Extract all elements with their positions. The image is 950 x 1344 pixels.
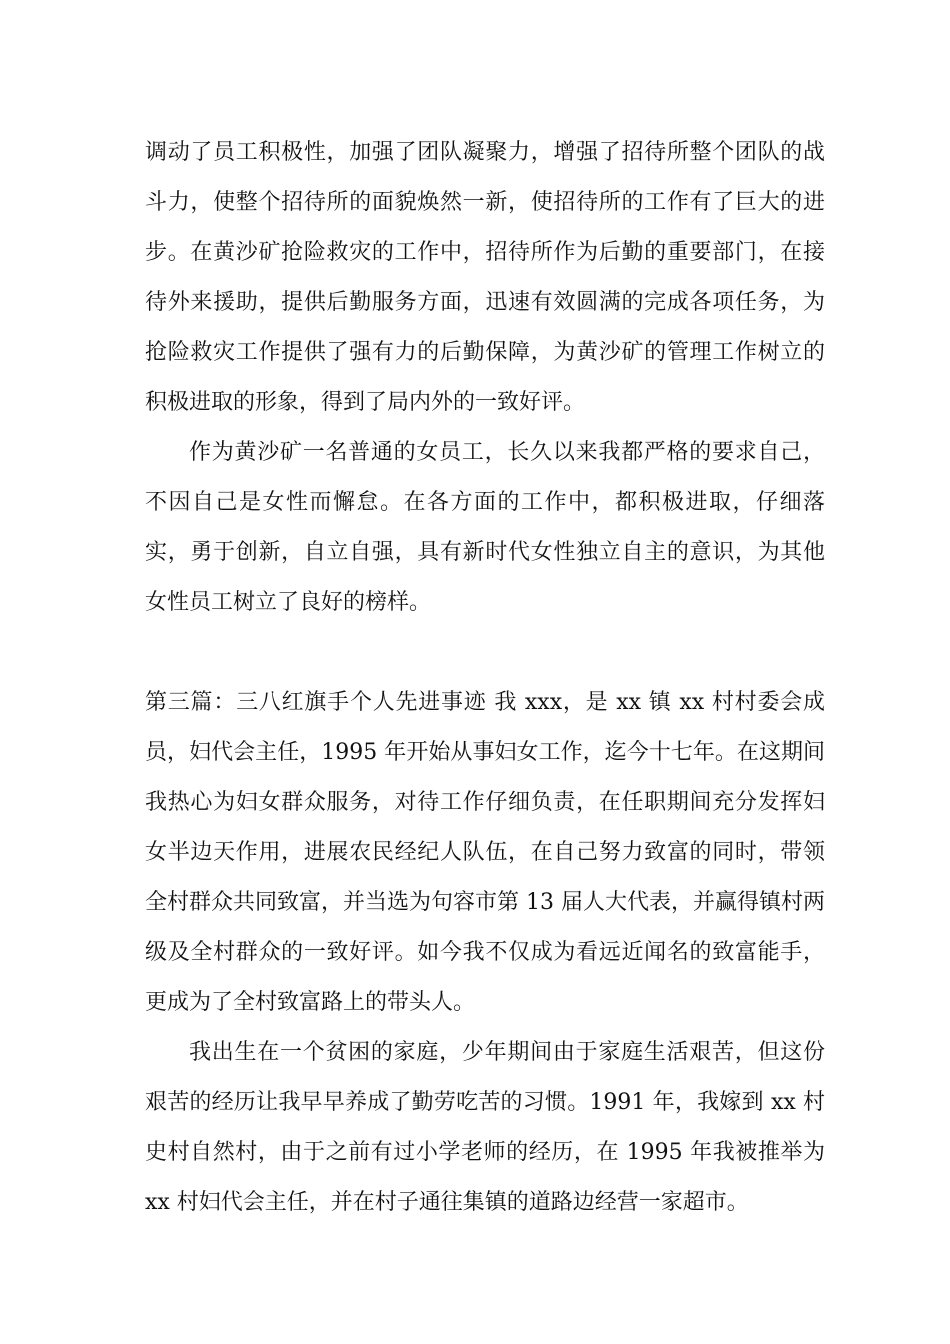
paragraph-continuation: 调动了员工积极性，加强了团队凝聚力，增强了招待所整个团队的战斗力，使整个招待所的面貌焕然一新，使招待所的工作有了巨大的进步。在黄沙矿抢险救灾的工作中，招待所作为后勤的重要部门，在接待外来援助，提供后勤服务方面，迅速有效圆满的完成各项任务，为抢险救灾工作提供了强有力的后勤保障，为黄沙矿的管理工作树立的积极进取的形象，得到了局内外的一致好评。 <box>145 140 825 415</box>
paragraph-section-three <box>145 678 825 1028</box>
section-heading: 第三篇：三八红旗手个人先进事迹 <box>145 690 487 715</box>
document-body <box>145 128 825 1228</box>
paragraph-background: 我出生在一个贫困的家庭，少年期间由于家庭生活艰苦，但这份艰苦的经历让我早早养成了勤劳吃苦的习惯。1991 年，我嫁到 xx 村史村自然村，由于之前有过小学老师的经历，在 1995 年我被推举为 xx 村妇代会主任，并在村子通往集镇的道路边经营一家超市。 <box>145 1040 825 1215</box>
paragraph-female-employee: 作为黄沙矿一名普通的女员工，长久以来我都严格的要求自己，不因自己是女性而懈怠。在各方面的工作中，都积极进取，仔细落实，勇于创新，自立自强，具有新时代女性独立自主的意识，为其他女性员工树立了良好的榜样。 <box>145 440 825 615</box>
section-gap <box>145 628 825 678</box>
section-intro-text: 我 xxx，是 xx 镇 xx 村村委会成员，妇代会主任，1995 年开始从事妇女工作，迄今十七年。在这期间我热心为妇女群众服务，对待工作仔细负责，在任职期间充分发挥妇女半边天作用，进展农民经纪人队伍，在自己努力致富的同时，带领全村群众共同致富，并当选为句容市第 13 届人大代表，并赢得镇村两级及全村群众的一致好评。如今我不仅成为看远近闻名的致富能手，更成为了全村致富路上的带头人。 <box>145 690 825 1015</box>
